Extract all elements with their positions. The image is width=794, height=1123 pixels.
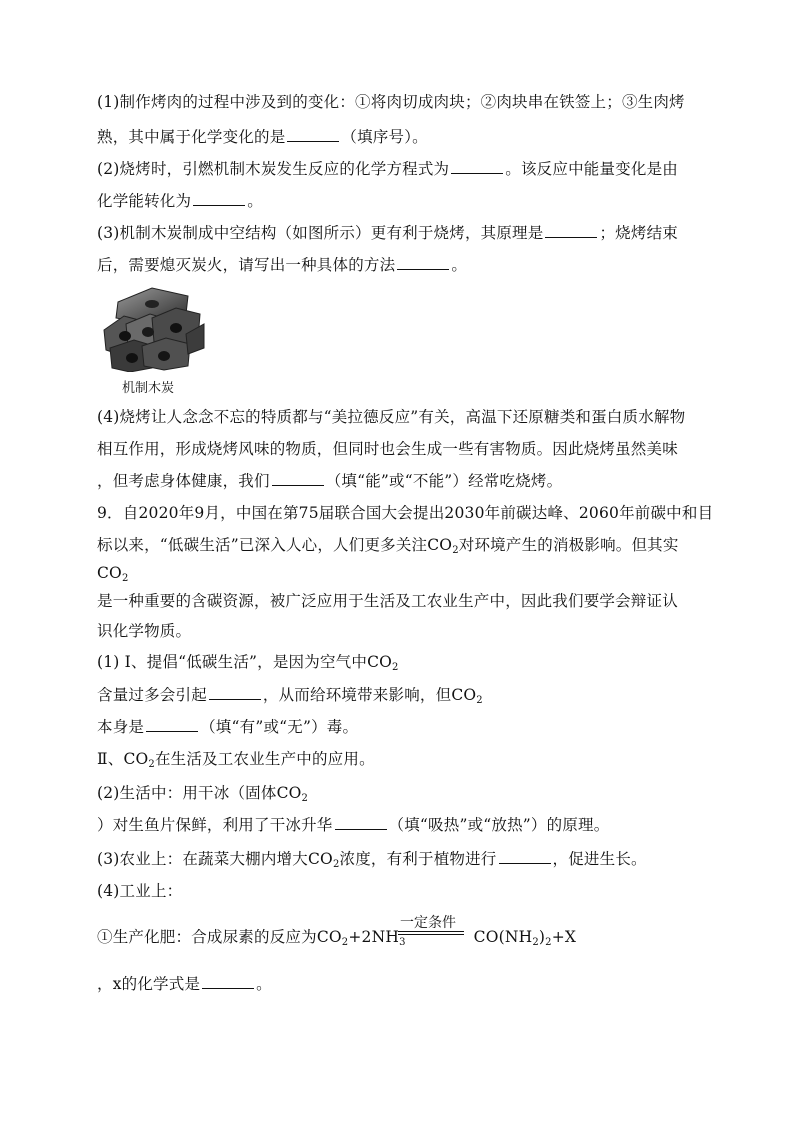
- q8-part2-line1: [97, 158, 678, 180]
- text: (2)生活中：用干冰（固体: [97, 784, 277, 802]
- text: 在生活及工农业生产中的应用。: [154, 750, 375, 768]
- q9-intro-line1: [97, 502, 713, 524]
- text: ，x的化学式是: [97, 975, 201, 993]
- text: ，但考虑身体健康，我们: [97, 472, 270, 490]
- answer-blank[interactable]: [545, 223, 597, 238]
- q8-part1-line2: [97, 126, 428, 148]
- text: (1) Ⅰ、提倡“低碳生活”，是因为空气中: [97, 653, 368, 671]
- answer-blank[interactable]: [202, 974, 254, 989]
- answer-blank[interactable]: [499, 849, 551, 864]
- text: Ⅱ、: [97, 750, 124, 768]
- text: (3)农业上：在蔬菜大棚内增大: [97, 850, 308, 868]
- text: 。: [256, 975, 272, 993]
- q8-part4-line3: [97, 470, 562, 492]
- text: 。: [247, 192, 263, 210]
- q9-intro-line3: [97, 562, 129, 584]
- answer-blank[interactable]: [335, 815, 387, 830]
- text: 对环境产生的消极影响。但其实: [458, 536, 679, 554]
- answer-blank[interactable]: [146, 717, 198, 732]
- q9-part1-line3: [97, 716, 358, 738]
- equals-bar-top: [398, 931, 464, 932]
- formula-co2: $CO_2$: [451, 686, 483, 706]
- text: 后，需要熄灭炭火，请写出一种具体的方法: [97, 256, 396, 274]
- text: 本身是: [97, 718, 145, 736]
- text: ；烧烤结束: [599, 224, 678, 242]
- reaction-condition: 一定条件: [400, 915, 456, 931]
- text: (4)烧烤让人念念不忘的特质都与“美拉德反应”有关，高温下还原糖类和蛋白质水解物: [97, 408, 686, 426]
- answer-blank[interactable]: [209, 685, 261, 700]
- text: （填序号）。: [341, 128, 428, 146]
- text: （填“能”或“不能”）经常吃烧烤。: [325, 472, 563, 490]
- q9-part4-answer-line: [97, 973, 272, 995]
- text: 是一种重要的含碳资源，被广泛应用于生活及工农业生产中，因此我们要学会辩证认: [97, 592, 678, 610]
- q9-part1-line1: [97, 651, 399, 673]
- q8-part4-line1: [97, 406, 685, 428]
- q9-part4-equation-line: [97, 926, 576, 948]
- q8-part3-line2: [97, 254, 467, 276]
- q9-section2-heading: [97, 748, 375, 770]
- answer-blank[interactable]: [287, 127, 339, 142]
- equals-bar-bottom: [398, 934, 464, 935]
- text: 。该反应中能量变化是由: [505, 160, 678, 178]
- q9-part2-line2: [97, 814, 609, 836]
- q9-intro-line2: [97, 534, 679, 556]
- text: ）对生鱼片保鲜，利用了干冰升华: [97, 816, 333, 834]
- q9-part2-line1: [97, 782, 308, 804]
- figure-caption: 机制木炭: [122, 381, 175, 396]
- formula-co2: $CO_2$: [307, 850, 340, 870]
- text: 识化学物质。: [97, 622, 192, 640]
- formula-co2: $CO_2$: [427, 536, 459, 556]
- text: 标以来，“低碳生活”已深入人心，人们更多关注: [97, 536, 428, 554]
- q8-part4-line2: [97, 438, 678, 460]
- q8-part3-line1: [97, 222, 678, 244]
- text: 相互作用，形成烧烤风味的物质，但同时也会生成一些有害物质。因此烧烤虽然美味: [97, 440, 678, 458]
- answer-blank[interactable]: [272, 471, 324, 486]
- equation-reactants: $CO_2+2NH_3$: [316, 928, 406, 948]
- text: 浓度，有利于植物进行: [339, 850, 497, 868]
- q8-part1-line1: [97, 91, 685, 113]
- q9-part4-heading: [97, 880, 182, 902]
- text: 化学能转化为: [97, 192, 192, 210]
- text: (2)烧烤时，引燃机制木炭发生反应的化学方程式为: [97, 160, 450, 178]
- q9-intro-line4: [97, 590, 678, 612]
- text: (4)工业上：: [97, 882, 183, 900]
- formula-co2: $CO_2$: [367, 653, 399, 673]
- text: 含量过多会引起: [97, 686, 207, 704]
- answer-blank[interactable]: [451, 159, 503, 174]
- text: ，从而给环境带来影响，但: [262, 686, 452, 704]
- q9-part3-line: [97, 848, 647, 870]
- equation-products: $CO(NH_2)_2+X$: [473, 928, 577, 948]
- text: 熟，其中属于化学变化的是: [97, 128, 286, 146]
- charcoal-briquette-image: [100, 284, 206, 372]
- q8-part2-line2: [97, 190, 263, 212]
- formula-co2: $CO_2$: [123, 750, 155, 770]
- text: （填“有”或“无”）毒。: [200, 718, 359, 736]
- text: ①生产化肥：合成尿素的反应为: [97, 928, 317, 946]
- answer-blank[interactable]: [193, 191, 245, 206]
- q9-part1-line2: [97, 684, 483, 706]
- text: (1)制作烤肉的过程中涉及到的变化：①将肉切成肉块；②肉块串在铁签上；③生肉烤: [97, 93, 685, 111]
- formula-co2: $CO_2$: [97, 564, 129, 584]
- text: 9．自2020年9月，中国在第75届联合国大会提出2030年前碳达峰、2060年前碳中和目: [97, 504, 714, 522]
- text: （填“吸热”或“放热”）的原理。: [388, 816, 610, 834]
- formula-co2: $CO_2$: [276, 784, 309, 804]
- q9-intro-line5: [97, 620, 191, 642]
- answer-blank[interactable]: [397, 255, 449, 270]
- text: (3)机制木炭制成中空结构（如图所示）更有利于烧烤，其原理是: [97, 224, 544, 242]
- text: 。: [451, 256, 468, 274]
- text: ，促进生长。: [552, 850, 647, 868]
